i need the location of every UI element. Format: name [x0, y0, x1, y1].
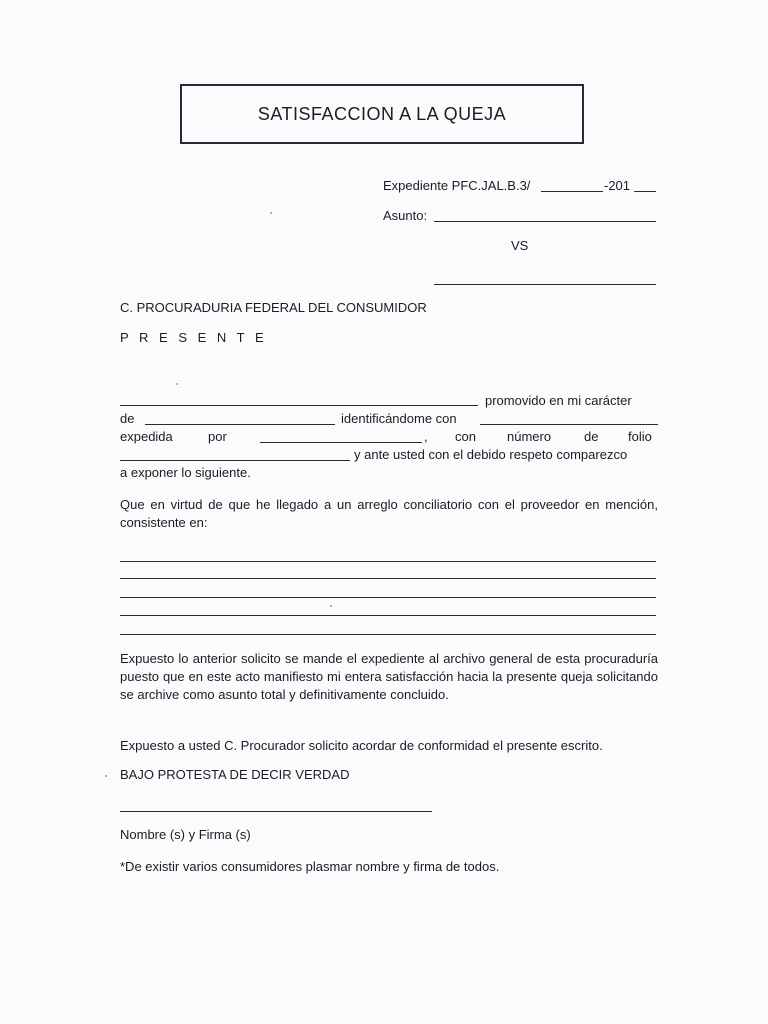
con-text: con: [455, 429, 476, 444]
folio-text: folio: [628, 429, 652, 444]
agreement-line-1[interactable]: [120, 561, 656, 562]
de2-text: de: [584, 429, 599, 444]
caracter-field[interactable]: [145, 424, 335, 425]
respeto-text: y ante usted con el debido respeto comparezco: [354, 447, 628, 462]
identificandome-text: identificándome con: [341, 411, 457, 426]
folio-field[interactable]: [120, 460, 350, 461]
asunto-label: Asunto:: [383, 208, 428, 223]
expedida-text: expedida: [120, 429, 173, 444]
signature-line[interactable]: [120, 811, 432, 812]
issuer-field[interactable]: [260, 442, 422, 443]
request-paragraph: Expuesto lo anterior solicito se mande el expediente al archivo general de esta procuraduría puesto que en este acto manifiesto mi entera satisfacción hacia la presente queja solicitando se archive como asunto total y definitivamente concluido.: [120, 651, 658, 702]
agreement-line-4[interactable]: [120, 615, 656, 616]
agreement-line-3[interactable]: [120, 597, 656, 598]
asunto-field[interactable]: [434, 221, 656, 222]
agreement-line-5[interactable]: [120, 634, 656, 635]
expediente-label: Expediente PFC.JAL.B.3/: [383, 178, 531, 193]
scan-speck: [105, 775, 107, 777]
por-text: por: [208, 429, 227, 444]
promovido-text: promovido en mi carácter: [485, 393, 632, 408]
expediente-number-field[interactable]: [541, 191, 603, 192]
scan-speck: [330, 605, 332, 607]
expediente-year-label: -201: [604, 178, 631, 193]
identification-field[interactable]: [480, 424, 658, 425]
document-title: SATISFACCION A LA QUEJA: [257, 103, 507, 124]
expediente-year-field[interactable]: [634, 191, 656, 192]
title-box: [180, 84, 584, 144]
scan-speck: [270, 212, 272, 214]
closing-paragraph: Expuesto a usted C. Procurador solicito acordar de conformidad el presente escrito.: [120, 738, 603, 753]
agreement-paragraph: Que en virtud de que he llegado a un arreglo conciliatorio con el proveedor en mención, consistente en:: [120, 497, 658, 530]
recipient-heading: C. PROCURADURIA FEDERAL DEL CONSUMIDOR: [120, 300, 427, 315]
de-text: de: [120, 411, 135, 426]
presente-heading: P R E S E N T E: [120, 330, 268, 345]
vs-label: VS: [511, 238, 529, 253]
signature-label: Nombre (s) y Firma (s): [120, 827, 251, 842]
footnote: *De existir varios consumidores plasmar nombre y firma de todos.: [120, 859, 500, 874]
vs-party-field[interactable]: [434, 284, 656, 285]
scan-speck: [176, 383, 178, 385]
numero-text: número: [507, 429, 552, 444]
exponer-text: a exponer lo siguiente.: [120, 465, 251, 480]
agreement-line-2[interactable]: [120, 578, 656, 579]
protesta-heading: BAJO PROTESTA DE DECIR VERDAD: [120, 767, 350, 782]
consumer-name-field[interactable]: [120, 405, 478, 406]
comma-text: ,: [424, 429, 428, 444]
